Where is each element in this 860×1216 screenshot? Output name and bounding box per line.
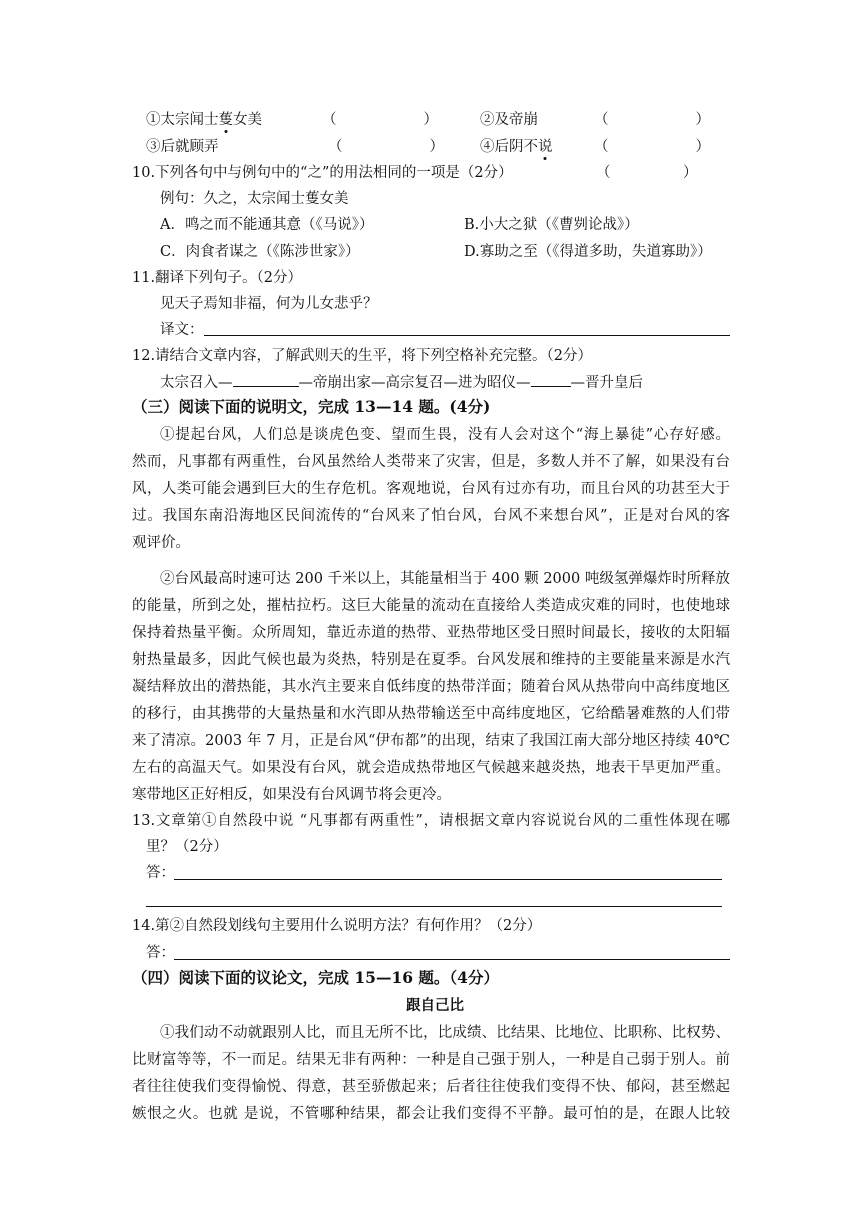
s3-p2-line-5: 凝结释放出的潜热能，其水汽主要来自低纬度的热带洋面；随着台风从热带向中高纬度地区	[132, 679, 730, 695]
q12-part-3: —晋升皇后	[570, 375, 643, 391]
s3-p1-line-2: 然而，凡事都有两重性，台风虽然给人类带来了灾害，但是，多数人并不了解，如果没有台	[132, 454, 730, 470]
q14-answer-line[interactable]	[174, 959, 730, 960]
q9-item-1-paren: （ ）	[322, 112, 438, 128]
q9-item-1-text-end: 女美	[233, 112, 262, 128]
s3-p2-line-4: 射热量最多，因此气候也最为炎热，特别是在夏季。台风发展和维持的主要能量来源是水汽	[132, 652, 730, 668]
q9-item-3-text: ③后就顾	[146, 139, 204, 155]
q13-stem-line-1: 13.文章第①自然段中说 “凡事都有两重性”，请根据文章内容说说台风的二重性体现在哪	[132, 813, 730, 829]
q9-item-1-dotted: 蒦	[218, 112, 233, 128]
s3-p2-line-9: 寒带地区正好相反，如果没有台风调节将会更冷。	[132, 787, 451, 803]
s3-p2-line-7: 来了清凉。2003 年 7 月，正是台风“伊布都”的出现，结束了我国江南大部分地区持续 40℃	[132, 733, 730, 749]
q9-item-3-paren: （ ）	[328, 139, 444, 155]
essay-title: 跟自己比	[406, 997, 464, 1014]
q12-blank-1[interactable]	[233, 372, 299, 387]
q12-stem: 12.请结合文章内容，了解武则天的生平，将下列空格补充完整。（2分）	[132, 348, 593, 364]
q11-sentence: 见天子焉知非福，何为儿女悲乎？	[160, 296, 378, 312]
section-4-heading: （四）阅读下面的议论文，完成 15—16 题。（4分）	[132, 968, 499, 987]
s3-p1-line-1: ①提起台风，人们总是谈虎色变、望而生畏，没有人会对这个“海上暴徒”心存好感。	[160, 427, 730, 443]
q10-option-d: D.寡助之至（《得道多助，失道寡助》）	[464, 244, 712, 260]
q9-item-4-text: ④后阴不	[480, 139, 538, 155]
q10-option-b: B.小大之狱（《曹刿论战》）	[464, 217, 639, 233]
q9-item-4	[480, 137, 553, 157]
q9-item-4-dotted: 说	[538, 139, 553, 155]
s3-p2-line-8: 左右的高温天气。如果没有台风，就会造成热带地区气候越来越炎热，地表干旱更加严重。	[132, 760, 730, 776]
q9-item-2-text: ②及帝	[480, 112, 524, 128]
q10-answer-paren: （ ）	[596, 165, 698, 181]
s3-p1-line-5: 观评价。	[132, 535, 190, 551]
q12-blank-2[interactable]	[531, 372, 571, 387]
s4-p1-line-4: 嫉恨之火。也就 是说，不管哪种结果，都会让我们变得不平静。最可怕的是，在跟人比较	[132, 1106, 730, 1122]
q9-item-2-paren: （ ）	[594, 112, 710, 128]
q10-stem: 10.下列各句中与例句中的“之”的用法相同的一项是（2分）	[132, 165, 513, 181]
q12-part-1: 太宗召入—	[160, 375, 233, 391]
s3-p1-line-4: 过。我国东南沿海地区民间流传的“台风来了怕台风，台风不来想台风”，正是对台风的客	[132, 508, 730, 524]
q13-answer-label: 答：	[146, 865, 175, 881]
q12-part-2: —帝崩出家—高宗复召—进为昭仪—	[298, 375, 531, 391]
s3-p2-line-2: 的能量，所到之处，摧枯拉朽。这巨大能量的流动在直接给人类造成灾难的同时，也使地球	[132, 598, 730, 614]
section-3-heading: （三）阅读下面的说明文，完成 13—14 题。(4分)	[132, 397, 491, 416]
q11-stem: 11.翻译下列句子。（2分）	[132, 270, 303, 286]
s4-p1-line-1: ①我们动不动就跟别人比，而且无所不比，比成绩、比结果、比地位、比职称、比权势、	[160, 1025, 730, 1041]
q13-answer-line-1[interactable]	[174, 879, 722, 880]
q9-item-2-text-end: 崩	[523, 112, 538, 128]
q12-timeline	[160, 372, 643, 393]
q9-item-1	[146, 110, 262, 130]
q10-option-c: C．肉食者谋之（《陈涉世家》）	[160, 244, 360, 260]
s3-p2-line-3: 保持着热量平衡。众所周知，靠近赤道的热带、亚热带地区受日照时间最长，接收的太阳辐	[132, 625, 730, 641]
q9-item-3-text-end: 弄	[204, 139, 219, 155]
s3-p1-line-3: 风，人类可能会遇到巨大的生存危机。客观地说，台风有过亦有功，而且台风的功甚至大于	[132, 481, 730, 497]
s3-p2-line-1: ②台风最高时速可达 200 千米以上，其能量相当于 400 颗 2000 吨级氢弹爆炸时所释放	[160, 571, 730, 587]
q9-item-3	[146, 137, 219, 157]
q14-answer-label: 答：	[146, 945, 175, 961]
q13-stem-line-2: 里？（2分）	[146, 839, 228, 855]
q11-answer-line[interactable]	[204, 335, 730, 336]
q11-answer-label: 译文：	[160, 322, 204, 338]
s3-p2-line-6: 的移行，由其携带的大量热量和水汽即从热带输送至中高纬度地区，它给酷暑难熬的人们带	[132, 706, 730, 722]
s4-p1-line-3: 者往往使我们变得愉悦、得意，甚至骄傲起来；后者往往使我们变得不快、郁闷，甚至燃起	[132, 1079, 730, 1095]
q14-stem: 14.第②自然段划线句主要用什么说明方法？有何作用？（2分）	[132, 918, 542, 934]
s4-p1-line-2: 比财富等等，不一而足。结果无非有两种：一种是自己强于别人，一种是自己弱于别人。前	[132, 1052, 730, 1068]
q10-option-a: A．鸣之而不能通其意（《马说》）	[160, 217, 374, 233]
q13-answer-line-2[interactable]	[146, 906, 722, 907]
q9-item-4-paren: （ ）	[594, 139, 710, 155]
q9-item-1-text: ①太宗闻士	[146, 112, 219, 128]
q10-example: 例句：久之，太宗闻士蒦女美	[160, 191, 349, 207]
q9-item-2	[480, 110, 538, 130]
